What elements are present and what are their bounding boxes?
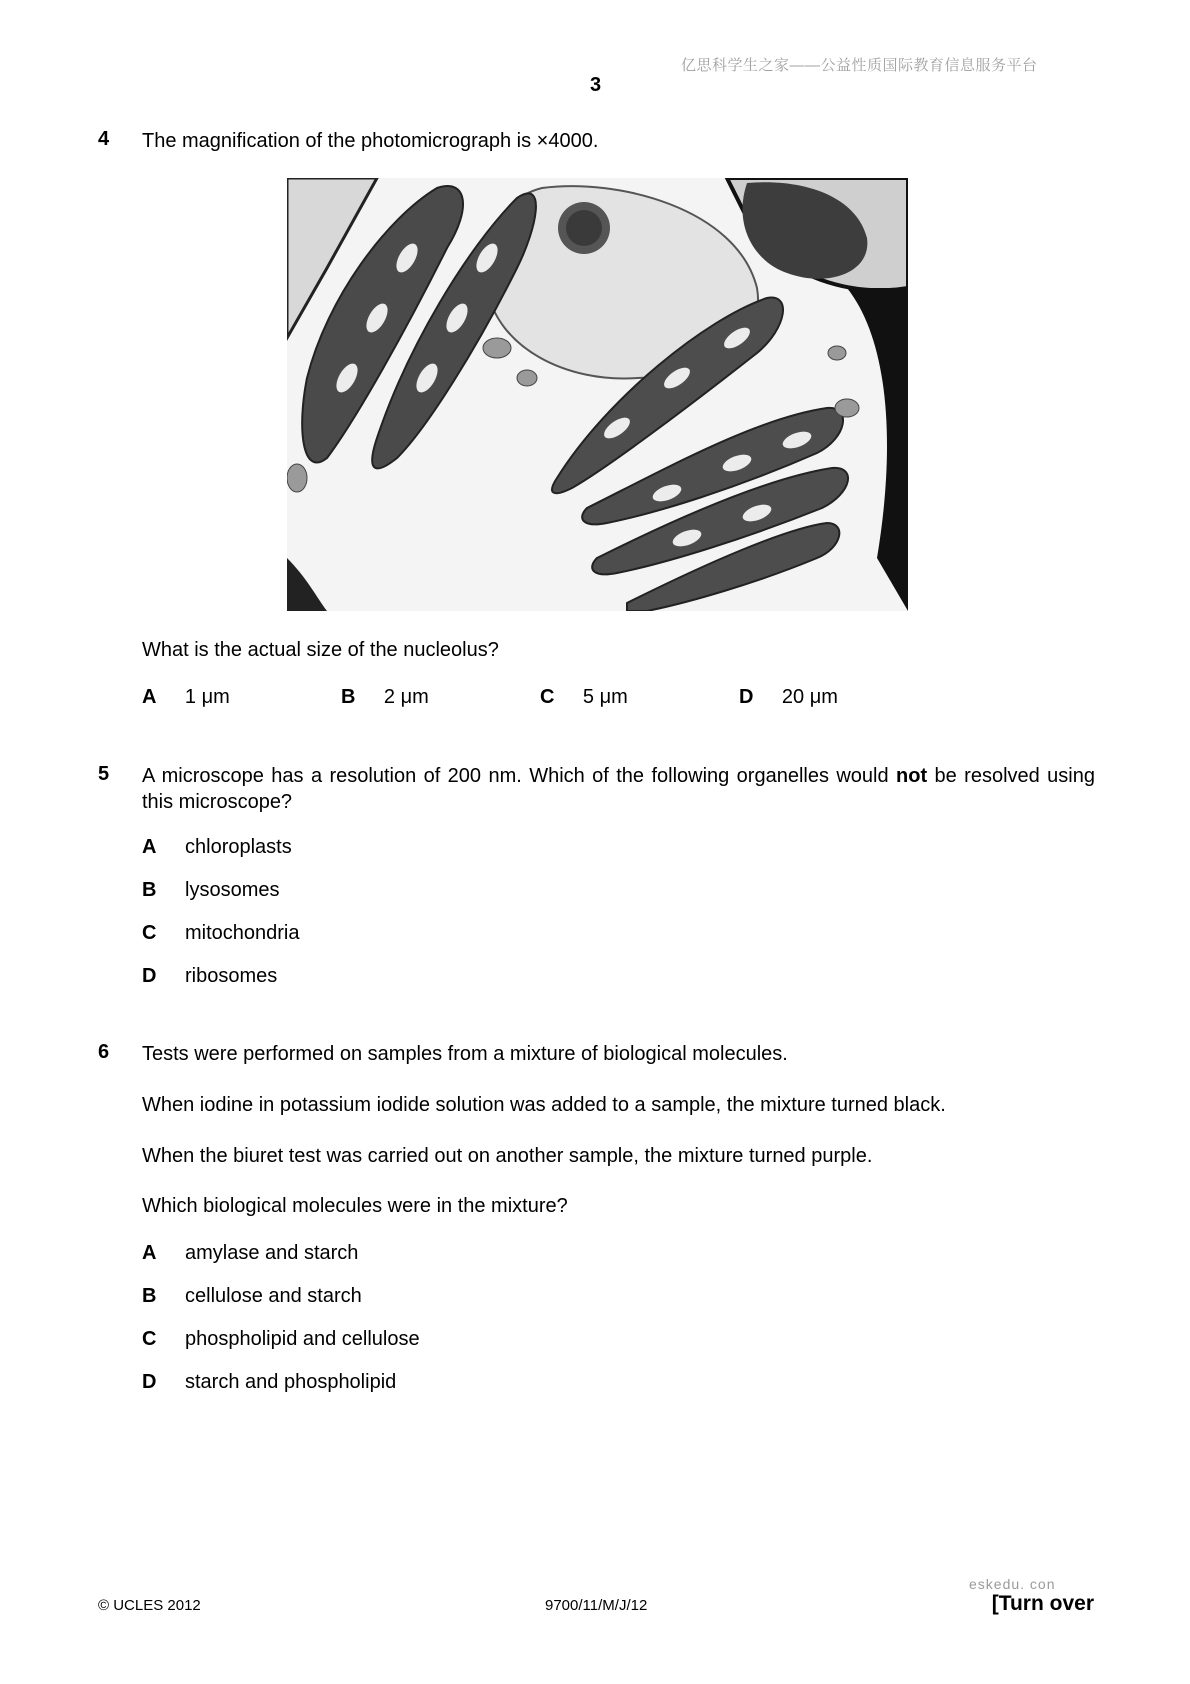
question-6-line-1: Tests were performed on samples from a mixture of biological molecules. [142,1043,788,1065]
option-5a [142,836,156,859]
option-letter: D [739,686,754,708]
option-letter: B [341,686,356,708]
photomicrograph [287,178,908,611]
option-6a-letter: A [142,1242,157,1264]
option-6c-letter: C [142,1328,157,1350]
option-5a-text: chloroplasts [185,836,292,858]
option-4c [540,686,628,709]
option-letter: A [142,836,157,858]
option-6d-text: starch and phospholipid [185,1371,397,1393]
option-6d-letter: D [142,1371,157,1393]
question-6-line-3: When the biuret test was carried out on another sample, the mixture turned purple. [142,1145,873,1167]
stem-part: A microscope has a resolution of 200 nm. Which of the following organelles would [142,765,897,787]
question-6-line-2: When iodine in potassium iodide solution was added to a sample, the mixture turned black. [142,1094,946,1116]
option-5d [142,965,156,988]
paper-code: 9700/11/M/J/12 [545,1597,648,1614]
option-text: 1 μm [184,686,230,708]
option-letter: D [142,965,157,987]
option-5b-text: lysosomes [185,879,280,901]
photomicrograph-image [287,178,908,611]
footer-watermark: eskedu. con [969,1576,1056,1592]
question-6-prompt: Which biological molecules were in the mixture? [142,1195,568,1217]
question-6-number: 6 [98,1041,110,1063]
option-text: 5 μm [582,686,628,708]
option-letter: B [142,879,157,901]
option-letter: C [142,922,157,944]
option-6b-text: cellulose and starch [185,1285,362,1307]
question-4-number: 4 [98,128,110,150]
option-5d-text: ribosomes [185,965,278,987]
option-5c [142,922,156,945]
header-watermark: 亿思科学生之家——公益性质国际教育信息服务平台 [681,57,1038,74]
turn-over-label: [Turn over [991,1592,1094,1615]
option-6c-text: phospholipid and cellulose [185,1328,420,1350]
option-5b [142,879,156,902]
question-4-stem: The magnification of the photomicrograph is ×4000. [142,130,599,152]
question-4-prompt: What is the actual size of the nucleolus? [142,639,499,661]
question-5-number: 5 [98,763,110,785]
option-4b [341,686,429,709]
question-5-stem [142,763,1095,815]
page-number: 3 [590,74,602,96]
option-letter: C [540,686,555,708]
option-4d [739,686,838,709]
stem-part: be resolved using this microscope? [142,765,1095,813]
option-6a-text: amylase and starch [185,1242,359,1264]
option-5c-text: mitochondria [185,922,300,944]
option-letter: A [142,686,157,708]
option-text: 2 μm [383,686,429,708]
stem-emphasis: not [896,765,928,787]
option-text: 20 μm [781,686,838,708]
option-6b-letter: B [142,1285,157,1307]
option-4a [142,686,230,709]
copyright: © UCLES 2012 [98,1597,201,1614]
